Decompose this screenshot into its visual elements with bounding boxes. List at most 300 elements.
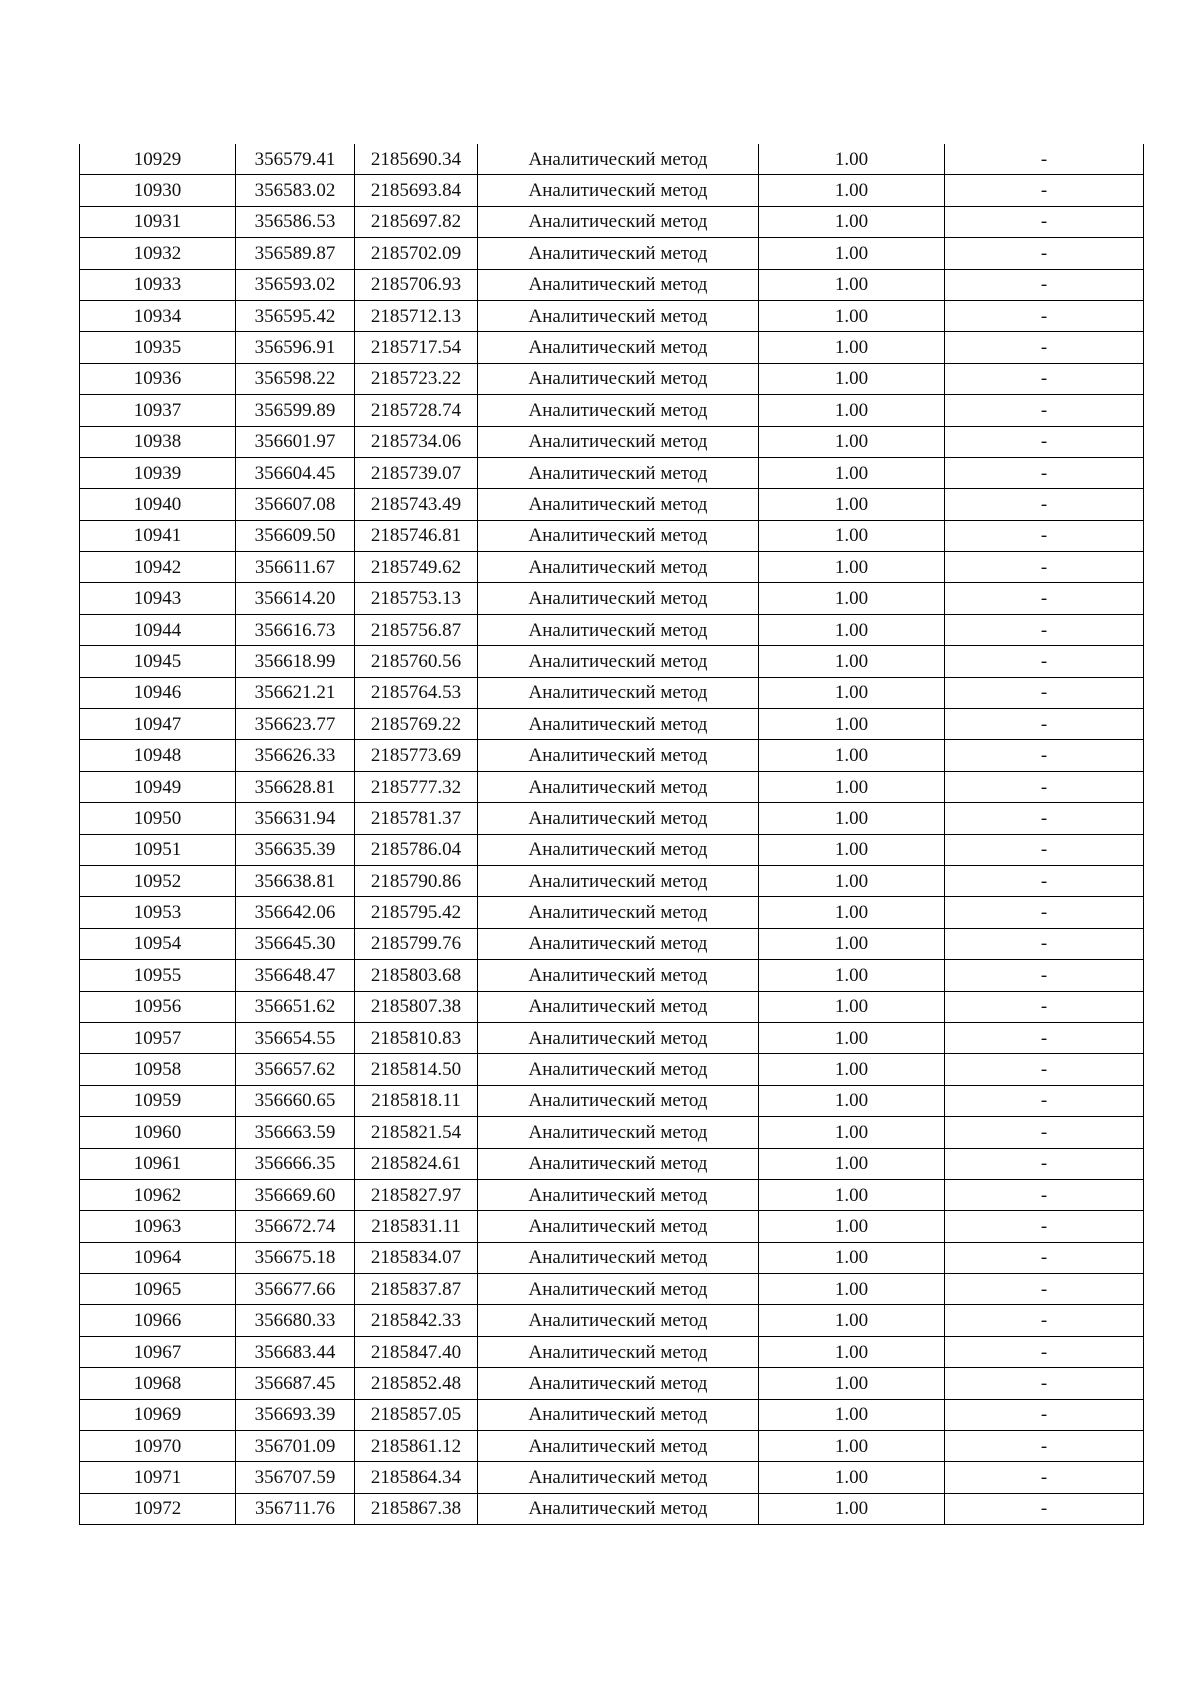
table-row xyxy=(80,1336,1144,1367)
point-number-cell: 10965 xyxy=(80,1274,236,1305)
point-number-cell: 10940 xyxy=(80,489,236,520)
y-coordinate-cell: 2185706.93 xyxy=(355,269,478,300)
accuracy-cell: 1.00 xyxy=(759,1493,945,1524)
note-cell: - xyxy=(945,583,1144,614)
y-coordinate-cell: 2185764.53 xyxy=(355,677,478,708)
method-cell: Аналитический метод xyxy=(478,238,759,269)
accuracy-cell: 1.00 xyxy=(759,552,945,583)
x-coordinate-cell: 356677.66 xyxy=(236,1274,355,1305)
method-cell: Аналитический метод xyxy=(478,960,759,991)
point-number-cell: 10961 xyxy=(80,1148,236,1179)
method-cell: Аналитический метод xyxy=(478,1274,759,1305)
method-cell: Аналитический метод xyxy=(478,834,759,865)
point-number-cell: 10936 xyxy=(80,363,236,394)
accuracy-cell: 1.00 xyxy=(759,489,945,520)
x-coordinate-cell: 356651.62 xyxy=(236,991,355,1022)
note-cell: - xyxy=(945,771,1144,802)
point-number-cell: 10963 xyxy=(80,1211,236,1242)
accuracy-cell: 1.00 xyxy=(759,897,945,928)
y-coordinate-cell: 2185810.83 xyxy=(355,1022,478,1053)
table-row xyxy=(80,363,1144,394)
note-cell: - xyxy=(945,1211,1144,1242)
y-coordinate-cell: 2185690.34 xyxy=(355,144,478,175)
coordinates-table xyxy=(79,144,1144,1525)
table-row xyxy=(80,238,1144,269)
note-cell: - xyxy=(945,960,1144,991)
accuracy-cell: 1.00 xyxy=(759,144,945,175)
y-coordinate-cell: 2185864.34 xyxy=(355,1462,478,1493)
accuracy-cell: 1.00 xyxy=(759,928,945,959)
table-row xyxy=(80,206,1144,237)
x-coordinate-cell: 356616.73 xyxy=(236,614,355,645)
accuracy-cell: 1.00 xyxy=(759,1336,945,1367)
x-coordinate-cell: 356593.02 xyxy=(236,269,355,300)
x-coordinate-cell: 356621.21 xyxy=(236,677,355,708)
x-coordinate-cell: 356683.44 xyxy=(236,1336,355,1367)
x-coordinate-cell: 356666.35 xyxy=(236,1148,355,1179)
point-number-cell: 10957 xyxy=(80,1022,236,1053)
y-coordinate-cell: 2185824.61 xyxy=(355,1148,478,1179)
note-cell: - xyxy=(945,238,1144,269)
table-row xyxy=(80,1148,1144,1179)
y-coordinate-cell: 2185857.05 xyxy=(355,1399,478,1430)
method-cell: Аналитический метод xyxy=(478,426,759,457)
x-coordinate-cell: 356623.77 xyxy=(236,709,355,740)
method-cell: Аналитический метод xyxy=(478,646,759,677)
table-row xyxy=(80,1179,1144,1210)
y-coordinate-cell: 2185847.40 xyxy=(355,1336,478,1367)
note-cell: - xyxy=(945,520,1144,551)
y-coordinate-cell: 2185834.07 xyxy=(355,1242,478,1273)
accuracy-cell: 1.00 xyxy=(759,865,945,896)
y-coordinate-cell: 2185728.74 xyxy=(355,395,478,426)
accuracy-cell: 1.00 xyxy=(759,1462,945,1493)
table-row xyxy=(80,300,1144,331)
note-cell: - xyxy=(945,991,1144,1022)
note-cell: - xyxy=(945,803,1144,834)
note-cell: - xyxy=(945,1462,1144,1493)
method-cell: Аналитический метод xyxy=(478,614,759,645)
point-number-cell: 10949 xyxy=(80,771,236,802)
note-cell: - xyxy=(945,1274,1144,1305)
table-row xyxy=(80,583,1144,614)
accuracy-cell: 1.00 xyxy=(759,614,945,645)
table-row xyxy=(80,1368,1144,1399)
table-row xyxy=(80,395,1144,426)
y-coordinate-cell: 2185743.49 xyxy=(355,489,478,520)
y-coordinate-cell: 2185697.82 xyxy=(355,206,478,237)
method-cell: Аналитический метод xyxy=(478,1399,759,1430)
y-coordinate-cell: 2185842.33 xyxy=(355,1305,478,1336)
point-number-cell: 10930 xyxy=(80,175,236,206)
accuracy-cell: 1.00 xyxy=(759,206,945,237)
x-coordinate-cell: 356660.65 xyxy=(236,1085,355,1116)
accuracy-cell: 1.00 xyxy=(759,175,945,206)
point-number-cell: 10960 xyxy=(80,1117,236,1148)
table-row xyxy=(80,1431,1144,1462)
y-coordinate-cell: 2185781.37 xyxy=(355,803,478,834)
accuracy-cell: 1.00 xyxy=(759,1242,945,1273)
point-number-cell: 10953 xyxy=(80,897,236,928)
x-coordinate-cell: 356579.41 xyxy=(236,144,355,175)
point-number-cell: 10948 xyxy=(80,740,236,771)
note-cell: - xyxy=(945,332,1144,363)
point-number-cell: 10964 xyxy=(80,1242,236,1273)
method-cell: Аналитический метод xyxy=(478,1305,759,1336)
note-cell: - xyxy=(945,269,1144,300)
table-row xyxy=(80,928,1144,959)
point-number-cell: 10932 xyxy=(80,238,236,269)
method-cell: Аналитический метод xyxy=(478,771,759,802)
method-cell: Аналитический метод xyxy=(478,865,759,896)
table-row xyxy=(80,865,1144,896)
accuracy-cell: 1.00 xyxy=(759,1022,945,1053)
method-cell: Аналитический метод xyxy=(478,1148,759,1179)
method-cell: Аналитический метод xyxy=(478,332,759,363)
method-cell: Аналитический метод xyxy=(478,1462,759,1493)
table-row xyxy=(80,897,1144,928)
note-cell: - xyxy=(945,897,1144,928)
accuracy-cell: 1.00 xyxy=(759,1148,945,1179)
method-cell: Аналитический метод xyxy=(478,1493,759,1524)
accuracy-cell: 1.00 xyxy=(759,1085,945,1116)
table-row xyxy=(80,991,1144,1022)
method-cell: Аналитический метод xyxy=(478,395,759,426)
table-row xyxy=(80,614,1144,645)
note-cell: - xyxy=(945,489,1144,520)
y-coordinate-cell: 2185821.54 xyxy=(355,1117,478,1148)
x-coordinate-cell: 356607.08 xyxy=(236,489,355,520)
point-number-cell: 10967 xyxy=(80,1336,236,1367)
y-coordinate-cell: 2185753.13 xyxy=(355,583,478,614)
accuracy-cell: 1.00 xyxy=(759,960,945,991)
y-coordinate-cell: 2185852.48 xyxy=(355,1368,478,1399)
method-cell: Аналитический метод xyxy=(478,489,759,520)
point-number-cell: 10959 xyxy=(80,1085,236,1116)
accuracy-cell: 1.00 xyxy=(759,1117,945,1148)
table-row xyxy=(80,426,1144,457)
method-cell: Аналитический метод xyxy=(478,175,759,206)
x-coordinate-cell: 356628.81 xyxy=(236,771,355,802)
note-cell: - xyxy=(945,1368,1144,1399)
table-row xyxy=(80,1399,1144,1430)
method-cell: Аналитический метод xyxy=(478,269,759,300)
table-row xyxy=(80,1022,1144,1053)
note-cell: - xyxy=(945,144,1144,175)
point-number-cell: 10966 xyxy=(80,1305,236,1336)
x-coordinate-cell: 356601.97 xyxy=(236,426,355,457)
accuracy-cell: 1.00 xyxy=(759,520,945,551)
note-cell: - xyxy=(945,1085,1144,1116)
point-number-cell: 10955 xyxy=(80,960,236,991)
y-coordinate-cell: 2185799.76 xyxy=(355,928,478,959)
method-cell: Аналитический метод xyxy=(478,144,759,175)
x-coordinate-cell: 356701.09 xyxy=(236,1431,355,1462)
table-row xyxy=(80,960,1144,991)
accuracy-cell: 1.00 xyxy=(759,991,945,1022)
note-cell: - xyxy=(945,1305,1144,1336)
x-coordinate-cell: 356635.39 xyxy=(236,834,355,865)
point-number-cell: 10951 xyxy=(80,834,236,865)
y-coordinate-cell: 2185795.42 xyxy=(355,897,478,928)
y-coordinate-cell: 2185712.13 xyxy=(355,300,478,331)
point-number-cell: 10945 xyxy=(80,646,236,677)
y-coordinate-cell: 2185867.38 xyxy=(355,1493,478,1524)
table-row xyxy=(80,144,1144,175)
y-coordinate-cell: 2185814.50 xyxy=(355,1054,478,1085)
point-number-cell: 10937 xyxy=(80,395,236,426)
point-number-cell: 10950 xyxy=(80,803,236,834)
table-row xyxy=(80,489,1144,520)
x-coordinate-cell: 356631.94 xyxy=(236,803,355,834)
accuracy-cell: 1.00 xyxy=(759,1179,945,1210)
accuracy-cell: 1.00 xyxy=(759,834,945,865)
table-body xyxy=(80,144,1144,1525)
point-number-cell: 10958 xyxy=(80,1054,236,1085)
point-number-cell: 10956 xyxy=(80,991,236,1022)
y-coordinate-cell: 2185702.09 xyxy=(355,238,478,269)
note-cell: - xyxy=(945,363,1144,394)
table-row xyxy=(80,520,1144,551)
point-number-cell: 10952 xyxy=(80,865,236,896)
y-coordinate-cell: 2185739.07 xyxy=(355,457,478,488)
x-coordinate-cell: 356611.67 xyxy=(236,552,355,583)
accuracy-cell: 1.00 xyxy=(759,646,945,677)
x-coordinate-cell: 356583.02 xyxy=(236,175,355,206)
accuracy-cell: 1.00 xyxy=(759,300,945,331)
x-coordinate-cell: 356595.42 xyxy=(236,300,355,331)
x-coordinate-cell: 356609.50 xyxy=(236,520,355,551)
method-cell: Аналитический метод xyxy=(478,1336,759,1367)
table-row xyxy=(80,1462,1144,1493)
note-cell: - xyxy=(945,709,1144,740)
method-cell: Аналитический метод xyxy=(478,709,759,740)
note-cell: - xyxy=(945,457,1144,488)
x-coordinate-cell: 356598.22 xyxy=(236,363,355,394)
y-coordinate-cell: 2185831.11 xyxy=(355,1211,478,1242)
point-number-cell: 10933 xyxy=(80,269,236,300)
accuracy-cell: 1.00 xyxy=(759,740,945,771)
note-cell: - xyxy=(945,395,1144,426)
x-coordinate-cell: 356654.55 xyxy=(236,1022,355,1053)
y-coordinate-cell: 2185693.84 xyxy=(355,175,478,206)
method-cell: Аналитический метод xyxy=(478,457,759,488)
accuracy-cell: 1.00 xyxy=(759,771,945,802)
method-cell: Аналитический метод xyxy=(478,677,759,708)
table-row xyxy=(80,709,1144,740)
table-row xyxy=(80,771,1144,802)
accuracy-cell: 1.00 xyxy=(759,363,945,394)
point-number-cell: 10939 xyxy=(80,457,236,488)
y-coordinate-cell: 2185861.12 xyxy=(355,1431,478,1462)
x-coordinate-cell: 356648.47 xyxy=(236,960,355,991)
table-row xyxy=(80,646,1144,677)
point-number-cell: 10971 xyxy=(80,1462,236,1493)
y-coordinate-cell: 2185786.04 xyxy=(355,834,478,865)
table-row xyxy=(80,803,1144,834)
note-cell: - xyxy=(945,614,1144,645)
accuracy-cell: 1.00 xyxy=(759,803,945,834)
y-coordinate-cell: 2185769.22 xyxy=(355,709,478,740)
table-row xyxy=(80,1211,1144,1242)
point-number-cell: 10954 xyxy=(80,928,236,959)
method-cell: Аналитический метод xyxy=(478,583,759,614)
x-coordinate-cell: 356642.06 xyxy=(236,897,355,928)
method-cell: Аналитический метод xyxy=(478,1431,759,1462)
accuracy-cell: 1.00 xyxy=(759,269,945,300)
point-number-cell: 10972 xyxy=(80,1493,236,1524)
table-row xyxy=(80,834,1144,865)
method-cell: Аналитический метод xyxy=(478,1054,759,1085)
accuracy-cell: 1.00 xyxy=(759,709,945,740)
method-cell: Аналитический метод xyxy=(478,897,759,928)
x-coordinate-cell: 356618.99 xyxy=(236,646,355,677)
method-cell: Аналитический метод xyxy=(478,740,759,771)
accuracy-cell: 1.00 xyxy=(759,1274,945,1305)
accuracy-cell: 1.00 xyxy=(759,1054,945,1085)
note-cell: - xyxy=(945,552,1144,583)
accuracy-cell: 1.00 xyxy=(759,1399,945,1430)
point-number-cell: 10968 xyxy=(80,1368,236,1399)
x-coordinate-cell: 356680.33 xyxy=(236,1305,355,1336)
y-coordinate-cell: 2185773.69 xyxy=(355,740,478,771)
table-row xyxy=(80,1085,1144,1116)
x-coordinate-cell: 356657.62 xyxy=(236,1054,355,1085)
note-cell: - xyxy=(945,1399,1144,1430)
method-cell: Аналитический метод xyxy=(478,363,759,394)
table-row xyxy=(80,1493,1144,1524)
note-cell: - xyxy=(945,426,1144,457)
x-coordinate-cell: 356687.45 xyxy=(236,1368,355,1399)
method-cell: Аналитический метод xyxy=(478,520,759,551)
y-coordinate-cell: 2185818.11 xyxy=(355,1085,478,1116)
note-cell: - xyxy=(945,1117,1144,1148)
y-coordinate-cell: 2185756.87 xyxy=(355,614,478,645)
x-coordinate-cell: 356663.59 xyxy=(236,1117,355,1148)
y-coordinate-cell: 2185827.97 xyxy=(355,1179,478,1210)
point-number-cell: 10931 xyxy=(80,206,236,237)
method-cell: Аналитический метод xyxy=(478,803,759,834)
x-coordinate-cell: 356589.87 xyxy=(236,238,355,269)
method-cell: Аналитический метод xyxy=(478,1179,759,1210)
x-coordinate-cell: 356604.45 xyxy=(236,457,355,488)
point-number-cell: 10946 xyxy=(80,677,236,708)
x-coordinate-cell: 356693.39 xyxy=(236,1399,355,1430)
y-coordinate-cell: 2185777.32 xyxy=(355,771,478,802)
x-coordinate-cell: 356675.18 xyxy=(236,1242,355,1273)
accuracy-cell: 1.00 xyxy=(759,1211,945,1242)
point-number-cell: 10969 xyxy=(80,1399,236,1430)
note-cell: - xyxy=(945,646,1144,677)
accuracy-cell: 1.00 xyxy=(759,1305,945,1336)
accuracy-cell: 1.00 xyxy=(759,426,945,457)
y-coordinate-cell: 2185837.87 xyxy=(355,1274,478,1305)
y-coordinate-cell: 2185803.68 xyxy=(355,960,478,991)
note-cell: - xyxy=(945,834,1144,865)
point-number-cell: 10934 xyxy=(80,300,236,331)
point-number-cell: 10942 xyxy=(80,552,236,583)
note-cell: - xyxy=(945,928,1144,959)
note-cell: - xyxy=(945,175,1144,206)
accuracy-cell: 1.00 xyxy=(759,677,945,708)
table-row xyxy=(80,1274,1144,1305)
note-cell: - xyxy=(945,1148,1144,1179)
accuracy-cell: 1.00 xyxy=(759,583,945,614)
method-cell: Аналитический метод xyxy=(478,552,759,583)
table-row xyxy=(80,1117,1144,1148)
method-cell: Аналитический метод xyxy=(478,1085,759,1116)
method-cell: Аналитический метод xyxy=(478,206,759,237)
point-number-cell: 10970 xyxy=(80,1431,236,1462)
note-cell: - xyxy=(945,206,1144,237)
point-number-cell: 10943 xyxy=(80,583,236,614)
table-row xyxy=(80,175,1144,206)
method-cell: Аналитический метод xyxy=(478,1368,759,1399)
x-coordinate-cell: 356614.20 xyxy=(236,583,355,614)
point-number-cell: 10947 xyxy=(80,709,236,740)
x-coordinate-cell: 356672.74 xyxy=(236,1211,355,1242)
table-row xyxy=(80,677,1144,708)
table-row xyxy=(80,1242,1144,1273)
x-coordinate-cell: 356596.91 xyxy=(236,332,355,363)
note-cell: - xyxy=(945,1242,1144,1273)
method-cell: Аналитический метод xyxy=(478,1117,759,1148)
note-cell: - xyxy=(945,1336,1144,1367)
point-number-cell: 10941 xyxy=(80,520,236,551)
accuracy-cell: 1.00 xyxy=(759,1431,945,1462)
y-coordinate-cell: 2185734.06 xyxy=(355,426,478,457)
method-cell: Аналитический метод xyxy=(478,300,759,331)
method-cell: Аналитический метод xyxy=(478,1022,759,1053)
point-number-cell: 10962 xyxy=(80,1179,236,1210)
x-coordinate-cell: 356626.33 xyxy=(236,740,355,771)
y-coordinate-cell: 2185760.56 xyxy=(355,646,478,677)
point-number-cell: 10938 xyxy=(80,426,236,457)
accuracy-cell: 1.00 xyxy=(759,395,945,426)
note-cell: - xyxy=(945,300,1144,331)
method-cell: Аналитический метод xyxy=(478,928,759,959)
x-coordinate-cell: 356669.60 xyxy=(236,1179,355,1210)
table-row xyxy=(80,552,1144,583)
y-coordinate-cell: 2185723.22 xyxy=(355,363,478,394)
table-row xyxy=(80,1054,1144,1085)
table-row xyxy=(80,332,1144,363)
y-coordinate-cell: 2185717.54 xyxy=(355,332,478,363)
accuracy-cell: 1.00 xyxy=(759,332,945,363)
x-coordinate-cell: 356638.81 xyxy=(236,865,355,896)
table-row xyxy=(80,457,1144,488)
accuracy-cell: 1.00 xyxy=(759,238,945,269)
point-number-cell: 10929 xyxy=(80,144,236,175)
accuracy-cell: 1.00 xyxy=(759,457,945,488)
note-cell: - xyxy=(945,1431,1144,1462)
point-number-cell: 10935 xyxy=(80,332,236,363)
x-coordinate-cell: 356711.76 xyxy=(236,1493,355,1524)
method-cell: Аналитический метод xyxy=(478,1242,759,1273)
y-coordinate-cell: 2185749.62 xyxy=(355,552,478,583)
method-cell: Аналитический метод xyxy=(478,1211,759,1242)
table-row xyxy=(80,1305,1144,1336)
note-cell: - xyxy=(945,865,1144,896)
note-cell: - xyxy=(945,677,1144,708)
y-coordinate-cell: 2185746.81 xyxy=(355,520,478,551)
note-cell: - xyxy=(945,1179,1144,1210)
note-cell: - xyxy=(945,740,1144,771)
accuracy-cell: 1.00 xyxy=(759,1368,945,1399)
table-row xyxy=(80,740,1144,771)
x-coordinate-cell: 356645.30 xyxy=(236,928,355,959)
y-coordinate-cell: 2185790.86 xyxy=(355,865,478,896)
